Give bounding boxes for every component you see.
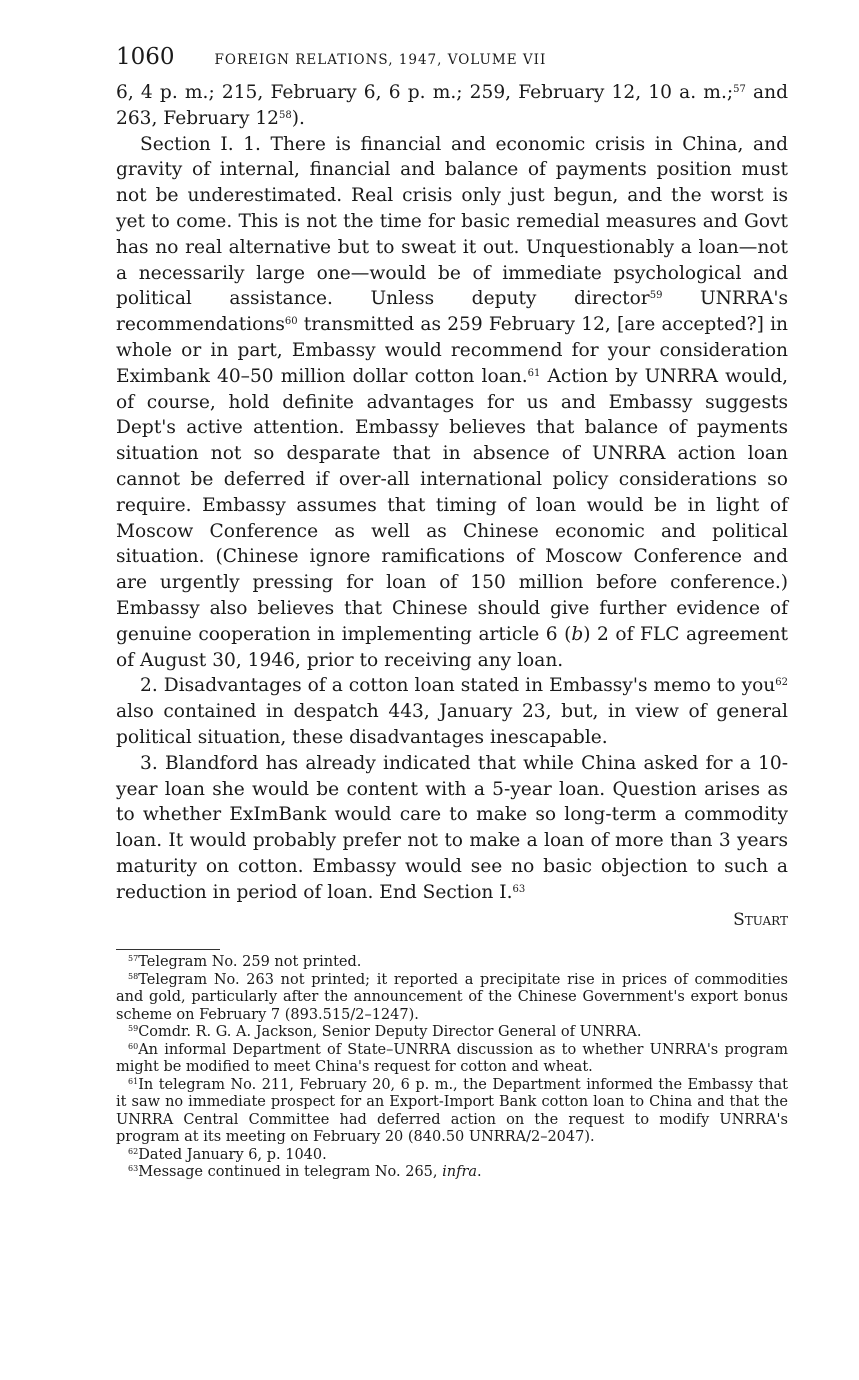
footnote <box>116 1024 788 1042</box>
text-run: 3. Blandford has already indicated that while China asked for a 10-year loan she would be content with a 5-year loan. Question arises as to whether ExImBank would care to make so long-term a commodity loan. It would probably prefer not to make a loan of more than 3 years maturity on cotton. Embassy would see no basic objection to such a reduction in period of loan. End Section I. <box>116 752 788 903</box>
page-number: 1060 <box>116 44 175 70</box>
footnote <box>116 972 788 1025</box>
footnote-number: 61 <box>128 1076 139 1086</box>
paragraph-continued <box>116 80 788 132</box>
footnote-divider <box>116 949 220 950</box>
text-run: ). <box>291 107 305 129</box>
italic-word: infra <box>442 1164 478 1181</box>
text-run: UNRRA's recommendations <box>116 288 788 336</box>
footnote-ref-60: 60 <box>284 316 298 328</box>
footnote-text: Telegram No. 263 not printed; it reported a precipitate rise in prices of commodities and gold, particularly after the announcement of the Chinese Government's export bonus scheme on February 7 (893.515/2–1247). <box>116 971 788 1023</box>
text-run: Section I. 1. There is financial and economic crisis in China, and gravity of internal, financial and balance of payments position must not be underestimated. Real crisis only just begun, and the worst is yet to come. This is not the time for basic remedial measures and Govt has no real alternative but to sweat it out. Unquestionably a loan—not a necessarily large one—would be of immediate psychological and political assistance. Unless deputy director <box>116 133 788 310</box>
paragraph-3 <box>116 751 788 906</box>
running-title: FOREIGN RELATIONS, 1947, VOLUME VII <box>214 52 547 68</box>
document-page <box>116 44 788 1182</box>
main-text <box>116 80 788 933</box>
footnote-text: Comdr. R. G. A. Jackson, Senior Deputy Director General of UNRRA. <box>138 1024 642 1041</box>
text-run: and 263, February 12 <box>116 82 788 129</box>
text-run: Action by UNRRA would, of course, hold definite advantages for us and Embassy suggests Dept's active attention. Embassy believes that balance of payments situation not so desparate that in absence of UNRRA action loan cannot be deferred if over-all international policy considerations so require. Embassy assumes that timing of loan would be in light of Moscow Conference as well as Chinese economic and political situation. (Chinese ignore ramifications of Moscow Conference and are urgently pressing for loan of 150 million before conference.) Embassy also believes that Chinese should give further evidence of genuine cooperation in implementing article 6 ( <box>116 365 789 645</box>
text-run: 2. Disadvantages of a cotton loan stated in Embassy's memo to you <box>140 675 776 697</box>
italic-letter: b <box>571 623 584 645</box>
footnote-ref-58: 58 <box>279 109 292 121</box>
footnote-ref-57: 57 <box>733 84 746 95</box>
footnote-number: 57 <box>128 954 139 964</box>
footnotes <box>116 954 788 1182</box>
footnote <box>116 1042 788 1077</box>
page-header <box>116 44 788 80</box>
paragraph-2 <box>116 673 788 750</box>
footnote <box>116 954 788 972</box>
text-run: also contained in despatch 443, January 23, but, in view of general political situation, these disadvantages inescapable. <box>116 701 788 748</box>
paragraph-section-1 <box>116 132 788 674</box>
footnote-ref-63: 63 <box>512 883 526 895</box>
footnote <box>116 1164 788 1182</box>
footnote-text: In telegram No. 211, February 20, 6 p. m., the Department informed the Embassy that it saw no immediate prospect for an Export-Import Bank cotton loan to China and that the UNRRA Central Committee had deferred action on the request to modify UNRRA's program at its meeting on February 20 (840.50 UNRRA/2–2047). <box>116 1076 788 1146</box>
footnote-number: 62 <box>128 1146 139 1156</box>
footnote-text: Dated January 6, p. 1040. <box>138 1146 327 1163</box>
footnote <box>116 1077 788 1147</box>
footnote-number: 63 <box>128 1164 139 1174</box>
text-run: transmitted as 259 February 12, [are accepted?] in whole or in part, Embassy would recommend for your consideration Eximbank 40–50 million dollar cotton loan. <box>116 314 788 387</box>
footnote-number: 58 <box>128 971 139 981</box>
footnote-ref-59: 59 <box>649 290 663 302</box>
footnote-text: An informal Department of State–UNRRA discussion as to whether UNRRA's program might be modified to meet China's request for cotton and wheat. <box>116 1041 788 1076</box>
footnote <box>116 1147 788 1165</box>
footnote-ref-62: 62 <box>775 677 788 689</box>
footnote-ref-61: 61 <box>527 367 541 379</box>
text-run: ) 2 of FLC agreement of August 30, 1946, prior to receiving any loan. <box>116 623 788 671</box>
footnote-text: . <box>477 1164 482 1181</box>
footnote-text: Message continued in telegram No. 265, <box>138 1164 443 1181</box>
footnote-number: 59 <box>128 1024 139 1034</box>
footnote-text: Telegram No. 259 not printed. <box>138 954 362 971</box>
signature: Stuart <box>733 909 788 930</box>
text-run: 6, 4 p. m.; 215, February 6, 6 p. m.; 259, February 12, 10 a. m.; <box>116 82 734 103</box>
footnote-number: 60 <box>128 1041 139 1051</box>
